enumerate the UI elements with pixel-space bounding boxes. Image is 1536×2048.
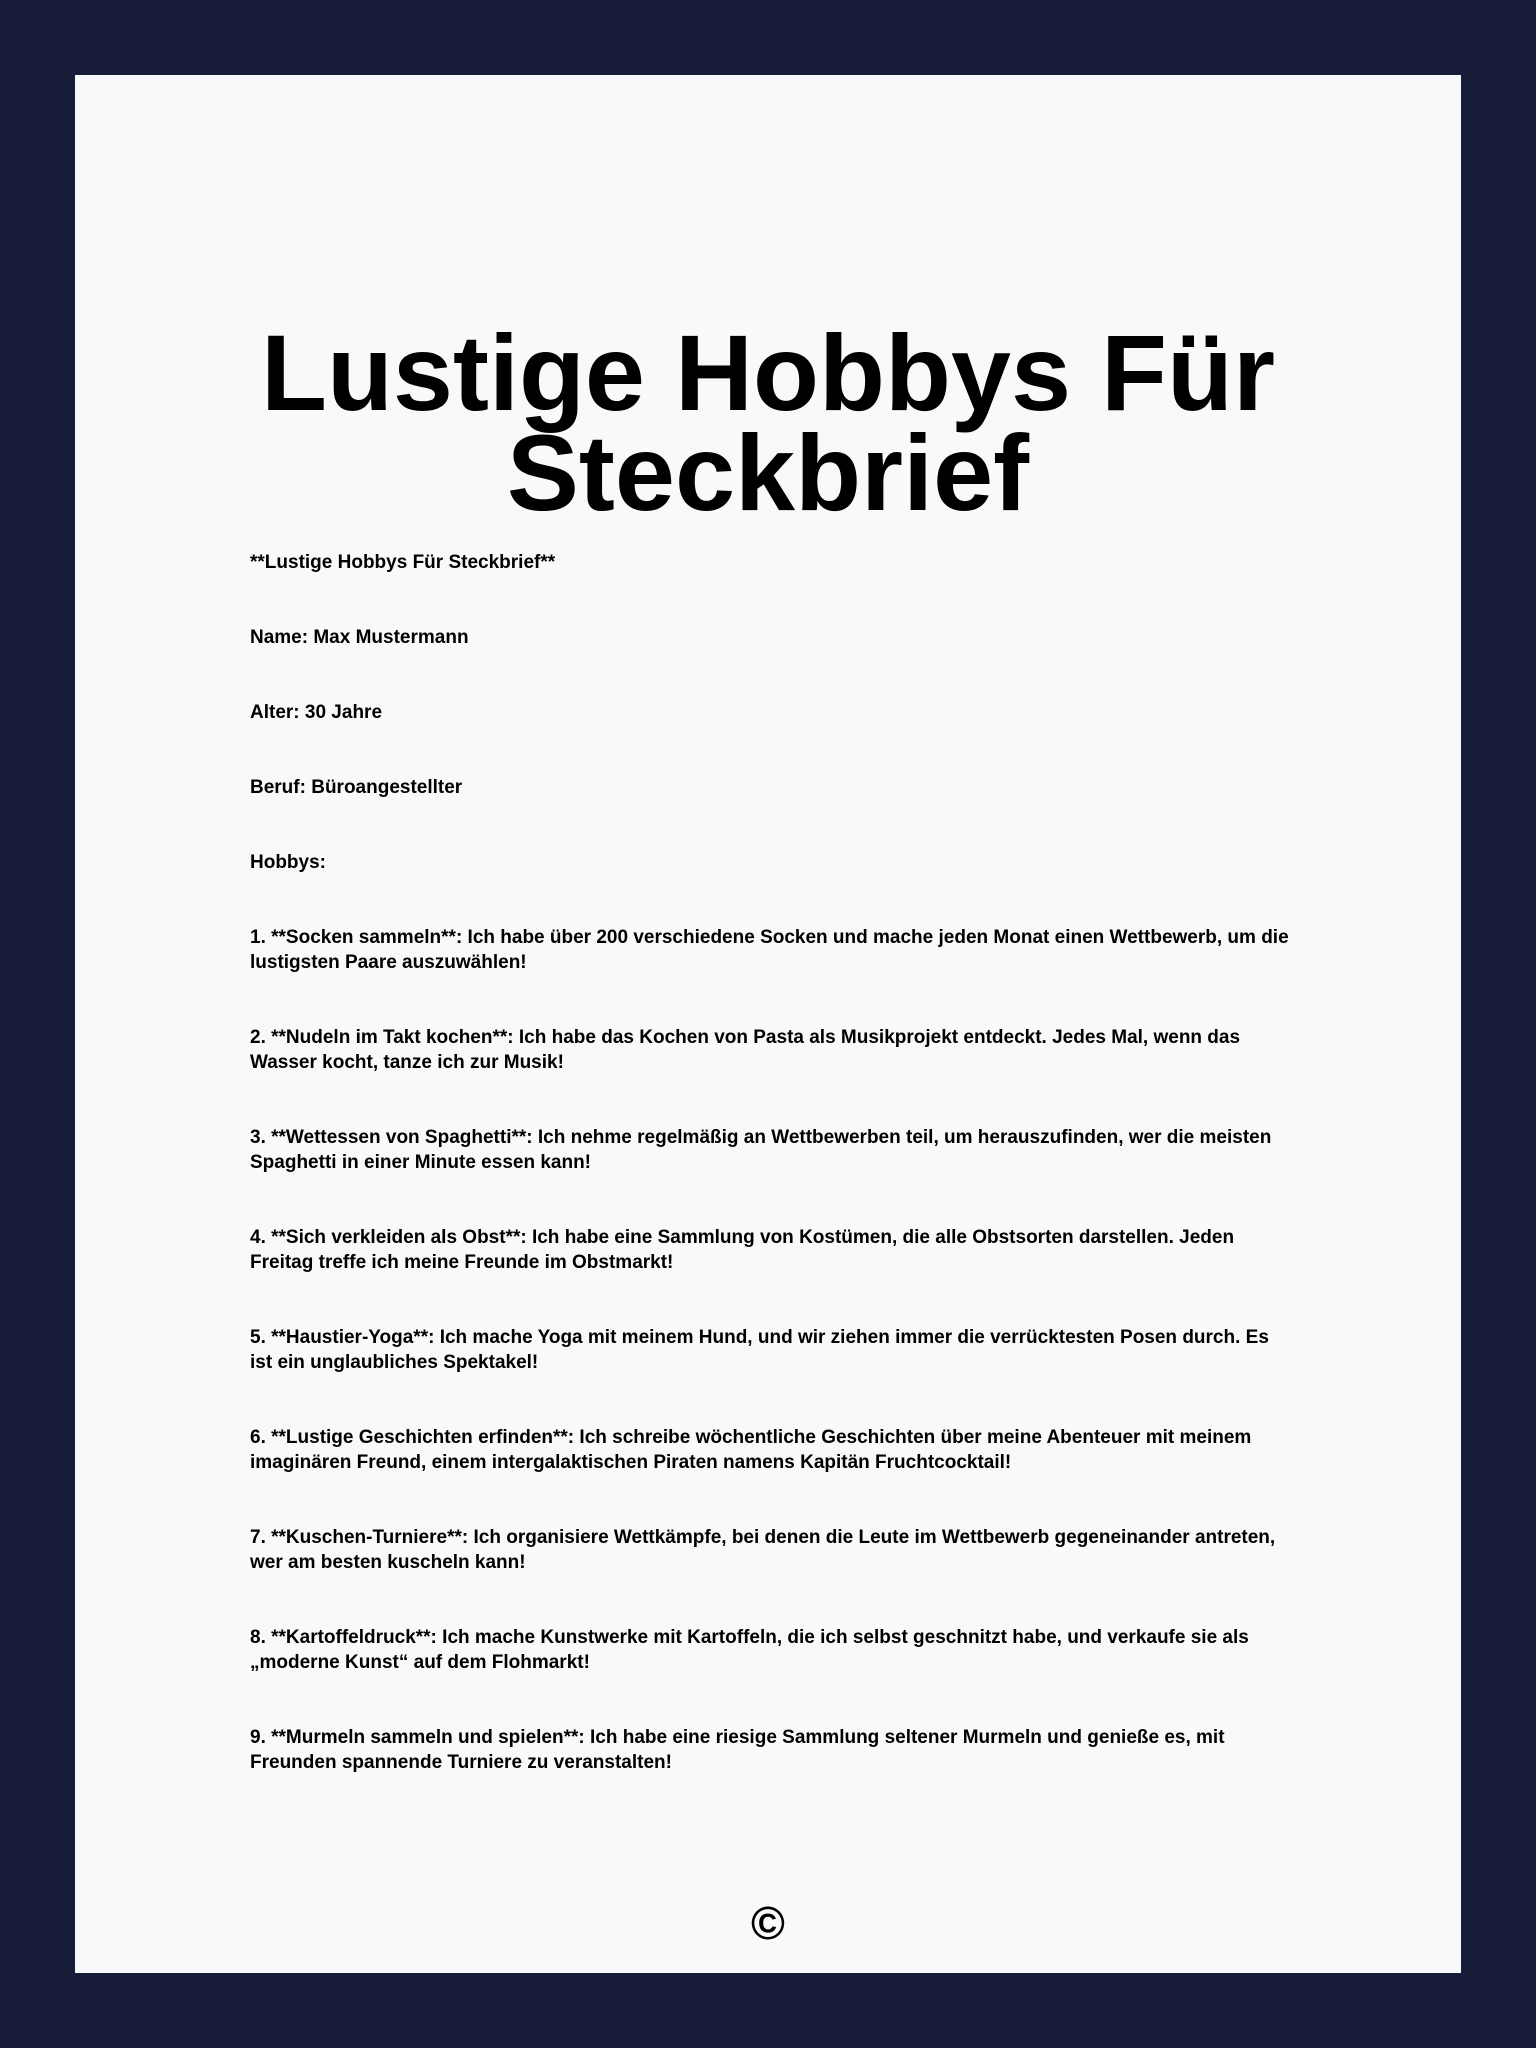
document-body bbox=[250, 550, 1290, 1775]
hobby-item: 3. **Wettessen von Spaghetti**: Ich nehme regelmäßig an Wettbewerben teil, um herauszufinden, wer die meisten Spaghetti in einer Minute essen kann! bbox=[250, 1127, 1272, 1173]
hobby-item: 7. **Kuschen-Turniere**: Ich organisiere Wettkämpfe, bei denen die Leute im Wettbewerb gegeneinander antreten, wer am besten kuscheln kann! bbox=[250, 1527, 1276, 1573]
hobby-item: 2. **Nudeln im Takt kochen**: Ich habe das Kochen von Pasta als Musikprojekt entdeckt. Jedes Mal, wenn das Wasser kocht, tanze ich zur Musik! bbox=[250, 1027, 1241, 1073]
document-heading: **Lustige Hobbys Für Steckbrief** bbox=[250, 552, 556, 573]
document-title-text: Lustige Hobbys Für Steckbrief bbox=[260, 312, 1276, 533]
hobbies-label: Hobbys: bbox=[250, 852, 326, 873]
profile-name: Name: Max Mustermann bbox=[250, 627, 469, 648]
document-title bbox=[75, 312, 1461, 533]
hobby-item: 5. **Haustier-Yoga**: Ich mache Yoga mit meinem Hund, und wir ziehen immer die verrücktesten Posen durch. Es ist ein unglaubliches Spektakel! bbox=[250, 1327, 1269, 1373]
hobby-item: 1. **Socken sammeln**: Ich habe über 200 verschiedene Socken und mache jeden Monat einen Wettbewerb, um die lustigsten Paare auszuwählen! bbox=[250, 927, 1289, 973]
document-page bbox=[75, 75, 1461, 1973]
hobby-item: 8. **Kartoffeldruck**: Ich mache Kunstwerke mit Kartoffeln, die ich selbst geschnitzt habe, und verkaufe sie als „moderne Kunst“ auf dem Flohmarkt! bbox=[250, 1627, 1249, 1673]
profile-age: Alter: 30 Jahre bbox=[250, 702, 383, 723]
copyright-symbol: © bbox=[751, 1897, 785, 1949]
hobby-item: 4. **Sich verkleiden als Obst**: Ich habe eine Sammlung von Kostümen, die alle Obstsorten darstellen. Jeden Freitag treffe ich meine Freunde im Obstmarkt! bbox=[250, 1227, 1235, 1273]
hobby-item: 6. **Lustige Geschichten erfinden**: Ich schreibe wöchentliche Geschichten über meine Abenteuer mit meinem imaginären Freund, einem intergalaktischen Piraten namens Kapitän Fruchtcocktail! bbox=[250, 1427, 1252, 1473]
hobby-item: 9. **Murmeln sammeln und spielen**: Ich habe eine riesige Sammlung seltener Murmeln und genieße es, mit Freunden spannende Turniere zu veranstalten! bbox=[250, 1727, 1225, 1773]
profile-job: Beruf: Büroangestellter bbox=[250, 777, 463, 798]
